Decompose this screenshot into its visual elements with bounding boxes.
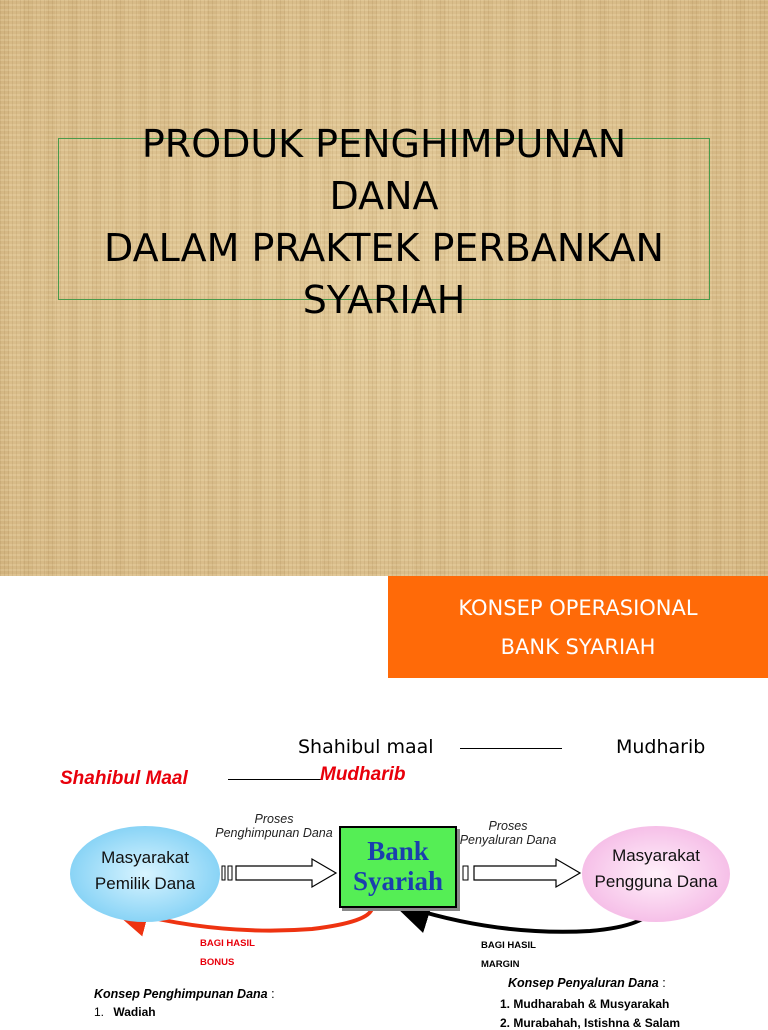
- return-left-line-1: BAGI HASIL: [200, 938, 255, 949]
- bank-line-2: Syariah: [352, 866, 444, 896]
- process-label-collection-line-1: Proses: [254, 812, 294, 826]
- process-label-distribution-line-2: Penyaluran Dana: [459, 833, 557, 847]
- return-label-left: [200, 938, 255, 968]
- flow-diagram-svg: [0, 576, 768, 1024]
- concept-distribution-item-2: 2. Murabahah, Istishna & Salam: [500, 1016, 681, 1030]
- title-line-1: PRODUK PENGHIMPUNAN: [141, 122, 627, 166]
- concept-collection-title-text: Konsep Penghimpunan Dana: [94, 987, 268, 1001]
- return-right-line-1: BAGI HASIL: [481, 940, 536, 951]
- party-fund-users-line-1: Masyarakat: [612, 846, 700, 865]
- return-label-right: [481, 940, 536, 970]
- concept-collection-item-1-text: Wadiah: [113, 1005, 156, 1019]
- concept-slide: [0, 576, 768, 1030]
- concept-distribution-item-1: 1. Mudharabah & Musyarakah: [500, 997, 670, 1011]
- role-shahibul-maal: Shahibul maal: [298, 736, 434, 758]
- bank-line-1: Bank: [367, 836, 429, 866]
- concept-distribution-colon: :: [658, 976, 666, 990]
- title-line-2: DANA: [329, 174, 439, 218]
- party-fund-owners-line-2: Pemilik Dana: [94, 874, 196, 893]
- collection-block-arrow: [222, 859, 336, 887]
- slide-title: [40, 118, 728, 326]
- concept-collection-item-1: [94, 1005, 156, 1019]
- concept-collection-item-1-num: 1.: [94, 1005, 105, 1019]
- concept-collection-title: [94, 987, 275, 1001]
- concept-distribution-title-text: Konsep Penyaluran Dana: [508, 976, 659, 990]
- title-line-3: DALAM PRAKTEK PERBANKAN: [104, 226, 664, 270]
- return-right-line-2: MARGIN: [481, 959, 520, 970]
- role-shahibul-maal-red: Shahibul Maal: [60, 768, 188, 789]
- title-line-4: SYARIAH: [302, 278, 466, 322]
- party-fund-owners: [70, 826, 220, 922]
- party-fund-users: [582, 826, 730, 922]
- distribution-block-arrow: [456, 859, 580, 887]
- role-mudharib-red: Mudharib: [320, 764, 406, 785]
- bank-syariah-box: [339, 826, 457, 908]
- role-mudharib: Mudharib: [616, 736, 706, 758]
- process-label-collection-line-2: Penghimpunan Dana: [215, 826, 333, 840]
- party-fund-owners-line-1: Masyarakat: [101, 848, 189, 867]
- concept-collection-colon: :: [267, 987, 275, 1001]
- return-left-line-2: BONUS: [200, 957, 235, 968]
- process-label-distribution-line-1: Proses: [488, 819, 528, 833]
- concept-distribution-title: [508, 976, 666, 990]
- header-line-1: KONSEP OPERASIONAL: [458, 596, 698, 620]
- party-fund-users-line-2: Pengguna Dana: [594, 872, 718, 891]
- header-line-2: BANK SYARIAH: [500, 635, 656, 659]
